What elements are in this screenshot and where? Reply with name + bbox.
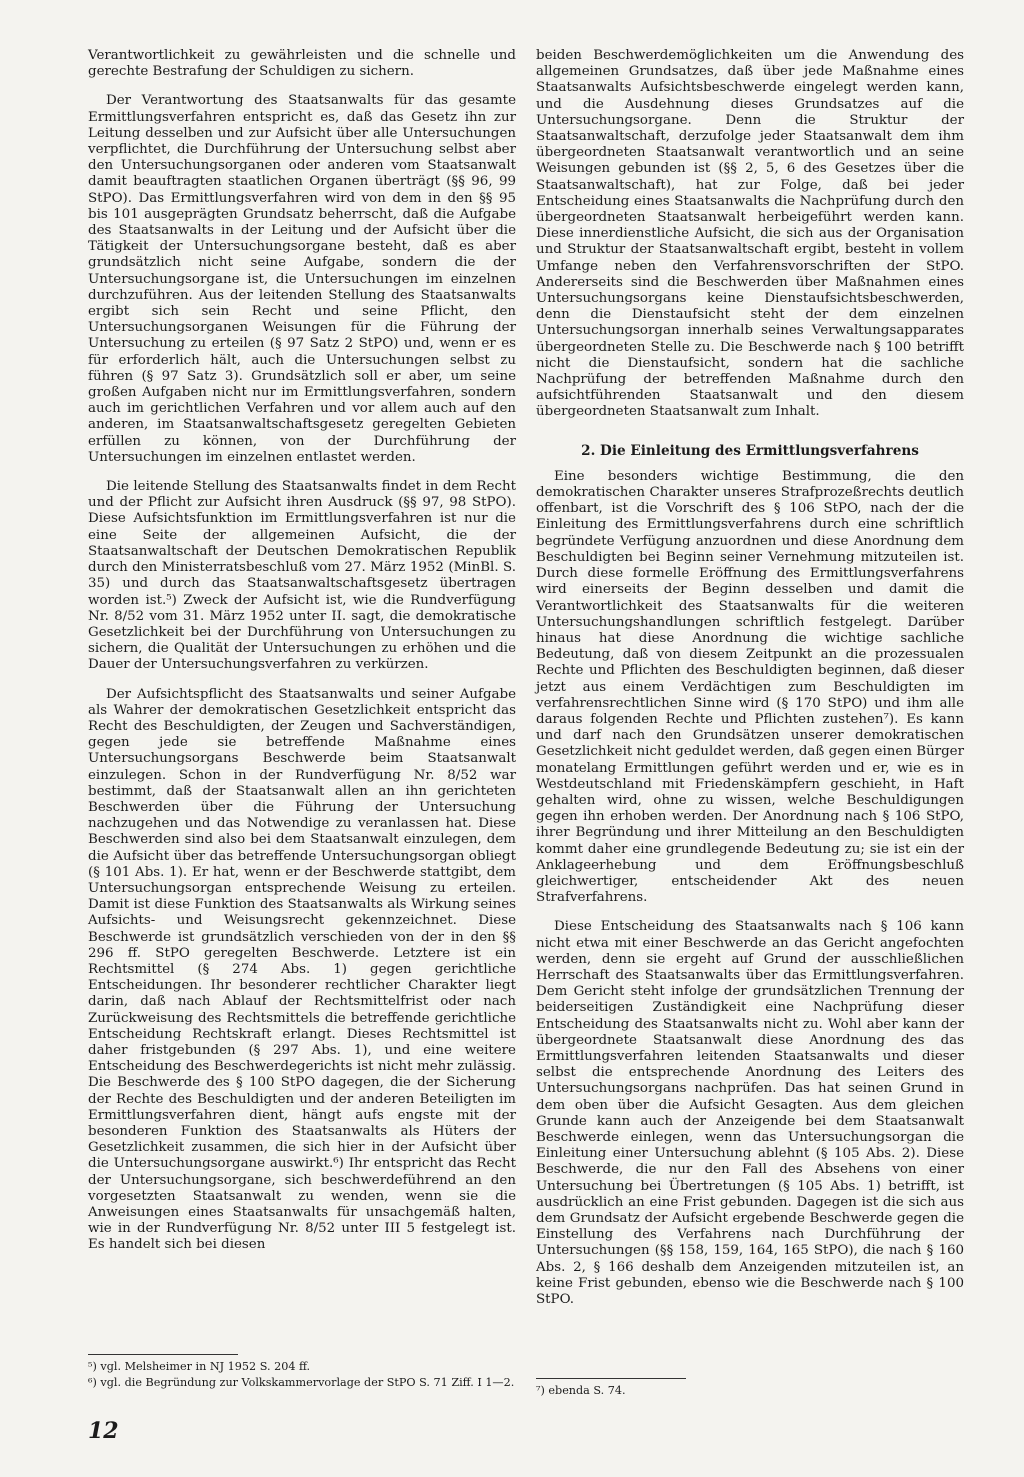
footnote: ⁷) ebenda S. 74. [536, 1384, 626, 1397]
section-heading: 2. Die Einleitung des Ermittlungsverfahrens [581, 442, 919, 459]
right-footnotes [536, 1384, 964, 1398]
footnote-rule [536, 1378, 686, 1379]
left-column [88, 48, 516, 1267]
footnote: ⁵) vgl. Melsheimer in NJ 1952 S. 204 ff. [88, 1360, 311, 1373]
paragraph: Diese Entscheidung des Staatsanwalts nach § 106 kann nicht etwa mit einer Beschwerde an das Gericht angefochten werden, denn sie ergeht auf Grund der ausschließlichen Herrschaft des Staatsanwalts über das Ermittlungsverfahren. Dem Gericht steht infolge der grundsätzlichen Trennung der beiderseitigen Zuständigkeit eine Nachprüfung dieser Entscheidung des Staatsanwalts nicht zu. Wohl aber kann der übergeordnete Staatsanwalt diese Anordnung des das Ermittlungsverfahren leitenden Staatsanwalts und dieser selbst die entsprechende Anordnung des Leiters des Untersuchungsorgans nachprüfen. Das hat seinen Grund in dem oben über die Aufsicht Gesagten. Aus dem gleichen Grunde kann auch der Anzeigende bei dem Staatsanwalt Beschwerde einlegen, wenn das Untersuchungsorgan die Einleitung einer Untersuchung ablehnt (§ 105 Abs. 2). Diese Beschwerde, die nur den Fall des Absehens von einer Untersuchung bei Übertretungen (§ 105 Abs. 1) betrifft, ist ausdrücklich an eine Frist gebunden. Dagegen ist die sich aus dem Grundsatz der Aufsicht ergebende Beschwerde gegen die Einstellung des Verfahrens nach Durchführung der Untersuchungen (§§ 158, 159, 164, 165 StPO), die nach § 160 Abs. 2, § 166 deshalb dem Anzeigenden mitzuteilen ist, an keine Frist gebunden, ebenso wie die Beschwerde nach § 100 StPO. [536, 919, 964, 1308]
right-column [536, 48, 964, 1321]
footnote-rule [88, 1354, 238, 1355]
paragraph: Verantwortlichkeit zu gewährleisten und die schnelle und gerechte Bestrafung der Schuldigen zu sichern. [88, 48, 516, 80]
left-footnotes [88, 1360, 516, 1390]
paragraph: Der Verantwortung des Staatsanwalts für das gesamte Ermittlungsverfahren entspricht es, daß das Gesetz ihn zur Leitung desselben und zur Aufsicht über alle Untersuchungen verpflichtet, die Durchführung der Untersuchung selbst aber den Untersuchungsorganen oder anderen vom Staatsanwalt damit beauftragten staatlichen Organen überträgt (§§ 96, 99 StPO). Das Ermittlungsverfahren wird von dem in den §§ 95 bis 101 ausgeprägten Grundsatz beherrscht, daß die Aufgabe des Staatsanwalts in der Leitung und der Aufsicht über die Tätigkeit der Untersuchungsorgane besteht, daß es aber grundsätzlich nicht seine Aufgabe, sondern die der Untersuchungsorgane ist, die Untersuchungen im einzelnen durchzuführen. Aus der leitenden Stellung des Staatsanwalts ergibt sich sein Recht und seine Pflicht, den Untersuchungsorganen Weisungen für die Führung der Untersuchung zu erteilen (§ 97 Satz 2 StPO) und, wenn er es für erforderlich hält, auch die Untersuchungen selbst zu führen (§ 97 Satz 3). Grundsätzlich soll er aber, um seine großen Aufgaben nicht nur im Ermittlungsverfahren, sondern auch im gerichtlichen Verfahren und vor allem auch auf den anderen, im Staatsanwaltschaftsgesetz geregelten Gebieten erfüllen zu können, von der Durchführung der Untersuchungen im einzelnen entlastet werden. [88, 93, 516, 465]
page-number: 12 [88, 1418, 119, 1444]
paragraph: Der Aufsichtspflicht des Staatsanwalts und seiner Aufgabe als Wahrer der demokratischen Gesetzlichkeit entspricht das Recht des Beschuldigten, der Zeugen und Sachverständigen, gegen jede sie betreffende Maßnahme eines Untersuchungsorgans Beschwerde beim Staatsanwalt einzulegen. Schon in der Rundverfügung Nr. 8/52 war bestimmt, daß der Staatsanwalt allen an ihn gerichteten Beschwerden über die Führung der Untersuchung nachzugehen und das Notwendige zu veranlassen hat. Diese Beschwerden sind also bei dem Staatsanwalt einzulegen, dem die Aufsicht über das betreffende Untersuchungsorgan obliegt (§ 101 Abs. 1). Er hat, wenn er der Beschwerde stattgibt, dem Untersuchungsorgan entsprechende Weisung zu erteilen. Damit ist diese Funktion des Staatsanwalts als Wirkung seines Aufsichts- und Weisungsrecht gekennzeichnet. Diese Beschwerde ist grundsätzlich verschieden von der in den §§ 296 ff. StPO geregelten Beschwerde. Letztere ist ein Rechtsmittel (§ 274 Abs. 1) gegen gerichtliche Entscheidungen. Ihr besonderer rechtlicher Charakter liegt darin, daß nach Ablauf der Rechtsmittelfrist oder nach Zurückweisung des Rechtsmittels die betreffende gerichtliche Entscheidung Rechtskraft erlangt. Dieses Rechtsmittel ist daher fristgebunden (§ 297 Abs. 1), und eine weitere Entscheidung des Beschwerdegerichts ist nicht mehr zulässig. Die Beschwerde des § 100 StPO dagegen, die der Sicherung der Rechte des Beschuldigten und der anderen Beteiligten im Ermittlungsverfahren dient, hängt aufs engste mit der besonderen Funktion des Staatsanwalts als Hüters der Gesetzlichkeit zusammen, die sich hier in der Aufsicht über die Untersuchungsorgane auswirkt.⁶) Ihr entspricht das Recht der Untersuchungsorgane, sich beschwerdeführend an den vorgesetzten Staatsanwalt zu wenden, wenn sie die Anweisungen eines Staatsanwalts für unsachgemäß halten, wie in der Rundverfügung Nr. 8/52 unter III 5 festgelegt ist. Es handelt sich bei diesen [88, 686, 516, 1253]
paragraph: Eine besonders wichtige Bestimmung, die den demokratischen Charakter unseres Strafprozeßrechts deutlich offenbart, ist die Vorschrift des § 106 StPO, nach der die Einleitung des Ermittlungsverfahrens durch eine schriftlich begründete Verfügung anzuordnen und diese Anordnung dem Beschuldigten bei Beginn seiner Vernehmung mitzuteilen ist. Durch diese formelle Eröffnung des Ermittlungsverfahrens wird einerseits der Beginn desselben und damit die Verantwortlichkeit des Staatsanwalts für die weiteren Untersuchungshandlungen schriftlich festgelegt. Darüber hinaus hat diese Anordnung die wichtige sachliche Bedeutung, daß von diesem Zeitpunkt an die prozessualen Rechte und Pflichten des Beschuldigten beginnen, daß dieser jetzt aus einem Verdächtigen zum Beschuldigten im verfahrensrechtlichen Sinne wird (§ 170 StPO) und ihm alle daraus folgenden Rechte und Pflichten zustehen⁷). Es kann und darf nach den Grundsätzen unserer demokratischen Gesetzlichkeit nicht geduldet werden, daß gegen einen Bürger monatelang Ermittlungen geführt werden und er, wie es in Westdeutschland mit Friedenskämpfern geschieht, in Haft gehalten wird, ohne zu wissen, welche Beschuldigungen gegen ihn erhoben werden. Der Anordnung nach § 106 StPO, ihrer Begründung und ihrer Mitteilung an den Beschuldigten kommt daher eine grundlegende Bedeutung zu; sie ist ein der Anklageerhebung und dem Eröffnungsbeschluß gleichwertiger, entscheidender Akt des neuen Strafverfahrens. [536, 468, 964, 906]
paragraph: Die leitende Stellung des Staatsanwalts findet in dem Recht und der Pflicht zur Aufsicht ihren Ausdruck (§§ 97, 98 StPO). Diese Aufsichtsfunktion im Ermittlungsverfahren ist nur die eine Seite der allgemeinen Aufsicht, die der Staatsanwaltschaft der Deutschen Demokratischen Republik durch den Ministerratsbeschluß vom 27. März 1952 (MinBl. S. 35) und durch das Staatsanwaltschaftsgesetz übertragen worden ist.⁵) Zweck der Aufsicht ist, wie die Rundverfügung Nr. 8/52 vom 31. März 1952 unter II. sagt, die demokratische Gesetzlichkeit bei der Durchführung von Untersuchungen zu sichern, die Qualität der Untersuchungen zu erhöhen und die Dauer der Untersuchungsverfahren zu verkürzen. [88, 479, 516, 673]
paragraph: beiden Beschwerdemöglichkeiten um die Anwendung des allgemeinen Grundsatzes, daß über jede Maßnahme eines Staatsanwalts Aufsichtsbeschwerde eingelegt werden kann, und die Ausdehnung dieses Grundsatzes auf die Untersuchungsorgane. Denn die Struktur der Staatsanwaltschaft, derzufolge jeder Staatsanwalt dem ihm übergeordneten Staatsanwalt verantwortlich und an seine Weisungen gebunden ist (§§ 2, 5, 6 des Gesetzes über die Staatsanwaltschaft), hat zur Folge, daß bei jeder Entscheidung eines Staatsanwalts die Nachprüfung durch den übergeordneten Staatsanwalt herbeigeführt werden kann. Diese innerdienstliche Aufsicht, die sich aus der Organisation und Struktur der Staatsanwaltschaft ergibt, besteht in vollem Umfange neben den Verfahrensvorschriften der StPO. Andererseits sind die Beschwerden über Maßnahmen eines Untersuchungsorgans keine Dienstaufsichtsbeschwerden, denn die Dienstaufsicht steht der dem einzelnen Untersuchungsorgan innerhalb seines Verwaltungsapparates übergeordneten Stelle zu. Die Beschwerde nach § 100 betrifft nicht die Dienstaufsicht, sondern hat die sachliche Nachprüfung der betreffenden Maßnahme durch den aufsichtführenden Staatsanwalt und den diesem übergeordneten Staatsanwalt zum Inhalt. [536, 48, 964, 420]
footnote: ⁶) vgl. die Begründung zur Volkskammervorlage der StPO S. 71 Ziff. I 1—2. [88, 1376, 515, 1389]
